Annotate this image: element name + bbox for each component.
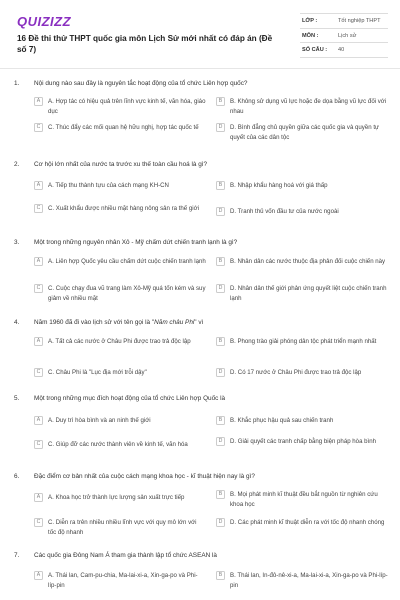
question-text: Đặc điểm cơ bản nhất của cuộc cách mạng khoa học - kĩ thuật hiện nay là gì? — [34, 473, 255, 480]
option-text: B. Nhập khẩu hàng hoá với giá thấp — [230, 182, 328, 189]
question-number: 5. — [14, 395, 20, 402]
page-header — [0, 0, 400, 68]
option-letter-box: D — [216, 207, 225, 216]
option-text: D. Có 17 nước ở Châu Phi được trao trả độc lập — [230, 369, 362, 376]
option-text: D. Bình đẳng chủ quyền giữa các quốc gia và quyền tự quyết của các dân tộc — [230, 124, 380, 141]
option-text: A. Hợp tác có hiệu quả trên lĩnh vực kinh tế, văn hóa, giáo dục — [48, 98, 206, 115]
option-text: B. Mọi phát minh kĩ thuật đều bắt nguồn từ nghiên cứu khoa học — [230, 491, 378, 508]
option-letter-box: A — [34, 181, 43, 190]
meta-table — [300, 13, 388, 58]
meta-value: Lịch sử — [338, 32, 357, 39]
option-letter-box: B — [216, 490, 225, 499]
option-text: B. Thái lan, In-đô-nê-xi-a, Ma-lai-xi-a, Xin-ga-po và Phi-líp-pin — [230, 572, 388, 589]
document-title: 16 Đề thi thử THPT quốc gia môn Lịch Sử mới nhất có đáp án (Đề số 7) — [17, 34, 273, 54]
question-number: 6. — [14, 473, 20, 480]
option-letter-box: B — [216, 181, 225, 190]
option-letter-box: D — [216, 518, 225, 527]
question-text: Một trong những nguyên nhân Xô - Mỹ chấm dứt chiến tranh lạnh là gì? — [34, 239, 238, 246]
option-letter-box: B — [216, 257, 225, 266]
option-letter-box: C — [34, 204, 43, 213]
option-text: C. Giúp đỡ các nước thành viên về kinh tế, văn hóa — [48, 441, 188, 448]
option-letter-box: A — [34, 493, 43, 502]
meta-key: LỚP : — [302, 18, 318, 24]
question-number: 3. — [14, 239, 20, 246]
meta-row-class — [300, 14, 388, 29]
option-text: A. Liên hợp Quốc yêu cầu chấm dứt cuộc chiến tranh lạnh — [48, 258, 206, 265]
option-letter-box: B — [216, 97, 225, 106]
option-letter-box: D — [216, 123, 225, 132]
quizizz-logo: QUIZIZZ — [17, 14, 72, 29]
option-text: A. Khoa học trở thành lực lượng sản xuất trực tiếp — [48, 494, 185, 501]
option-letter-box: D — [216, 368, 225, 377]
question-text-italic: Năm châu Phi — [154, 319, 195, 326]
option-text: A. Duy trì hòa bình và an ninh thế giới — [48, 417, 151, 424]
option-letter-box: A — [34, 337, 43, 346]
option-text: D. Các phát minh kĩ thuật diễn ra với tốc độ nhanh chóng — [230, 519, 385, 526]
option-letter-box: A — [34, 97, 43, 106]
question-number: 7. — [14, 552, 20, 559]
option-text: A. Tất cả các nước ở Châu Phi được trao trả độc lập — [48, 338, 191, 345]
question-text: Một trong những mục đích hoạt động của tổ chức Liên hợp Quốc là — [34, 395, 226, 402]
option-letter-box: D — [216, 284, 225, 293]
question-text-end: " vì — [194, 319, 204, 326]
meta-key: MÔN : — [302, 32, 319, 39]
option-letter-box: B — [216, 571, 225, 580]
option-letter-box: B — [216, 416, 225, 425]
option-letter-box: A — [34, 257, 43, 266]
option-text: B. Nhân dân các nước thuộc địa phản đối cuộc chiến này — [230, 258, 386, 265]
option-letter-box: C — [34, 518, 43, 527]
meta-row-subject — [300, 29, 388, 44]
option-text: C. Châu Phi là "Lục địa mới trỗi dậy" — [48, 369, 147, 376]
question-text-start: Năm 1960 đã đi vào lịch sử với tên gọi là " — [34, 319, 155, 326]
meta-key: SỐ CÂU : — [302, 47, 328, 53]
option-letter-box: C — [34, 123, 43, 132]
option-text: B. Không sử dụng vũ lực hoặc đe dọa bằng vũ lực đối với nhau — [230, 98, 387, 115]
option-letter-box: A — [34, 416, 43, 425]
option-text: A. Tiếp thu thành tựu của cách mạng KH-CN — [48, 182, 169, 189]
option-text: B. Phong trào giải phóng dân tộc phát triển mạnh nhất — [230, 338, 377, 345]
option-text: D. Tranh thủ vốn đầu tư của nước ngoài — [230, 208, 339, 215]
question-text: Cơ hội lớn nhất của nước ta trước xu thế toàn cầu hoá là gì? — [34, 161, 208, 168]
option-text: C. Cuộc chạy đua vũ trang làm Xô-Mỹ quá tốn kém và suy giảm về nhiều mặt — [48, 285, 206, 302]
header-divider — [0, 68, 400, 69]
question-number: 4. — [14, 319, 20, 326]
option-letter-box: A — [34, 571, 43, 580]
option-letter-box: B — [216, 337, 225, 346]
option-text: D. Giải quyết các tranh chấp bằng biện pháp hòa bình — [230, 438, 377, 445]
meta-row-count — [300, 43, 388, 58]
question-text: Các quốc gia Đông Nam Á tham gia thành lập tổ chức ASEAN là — [34, 552, 217, 559]
option-letter-box: C — [34, 440, 43, 449]
option-text: C. Xuất khẩu được nhiều mặt hàng nông sản ra thế giới — [48, 205, 199, 212]
option-text: C. Thúc đẩy các mối quan hệ hữu nghị, hợp tác quốc tế — [48, 124, 199, 131]
option-text: C. Diễn ra trên nhiều nhiều lĩnh vực với quy mô lớn với tốc độ nhanh — [48, 519, 197, 536]
question-number: 2. — [14, 161, 20, 168]
option-text: D. Nhân dân thế giới phản ứng quyết liệt cuộc chiến tranh lạnh — [230, 285, 387, 302]
option-text: A. Thái lan, Cam-pu-chia, Ma-lai-xi-a, Xin-ga-po và Phi-líp-pin — [48, 572, 198, 589]
option-text: B. Khắc phục hậu quả sau chiến tranh — [230, 417, 334, 424]
question-number: 1. — [14, 80, 20, 87]
question-text — [34, 319, 384, 326]
meta-value: 40 — [338, 47, 345, 53]
meta-value: Tốt nghiệp THPT — [338, 18, 381, 24]
option-letter-box: D — [216, 437, 225, 446]
question-text: Nội dung nào sau đây là nguyên tắc hoạt động của tổ chức Liên hợp quốc? — [34, 80, 248, 87]
option-letter-box: C — [34, 368, 43, 377]
option-letter-box: C — [34, 284, 43, 293]
